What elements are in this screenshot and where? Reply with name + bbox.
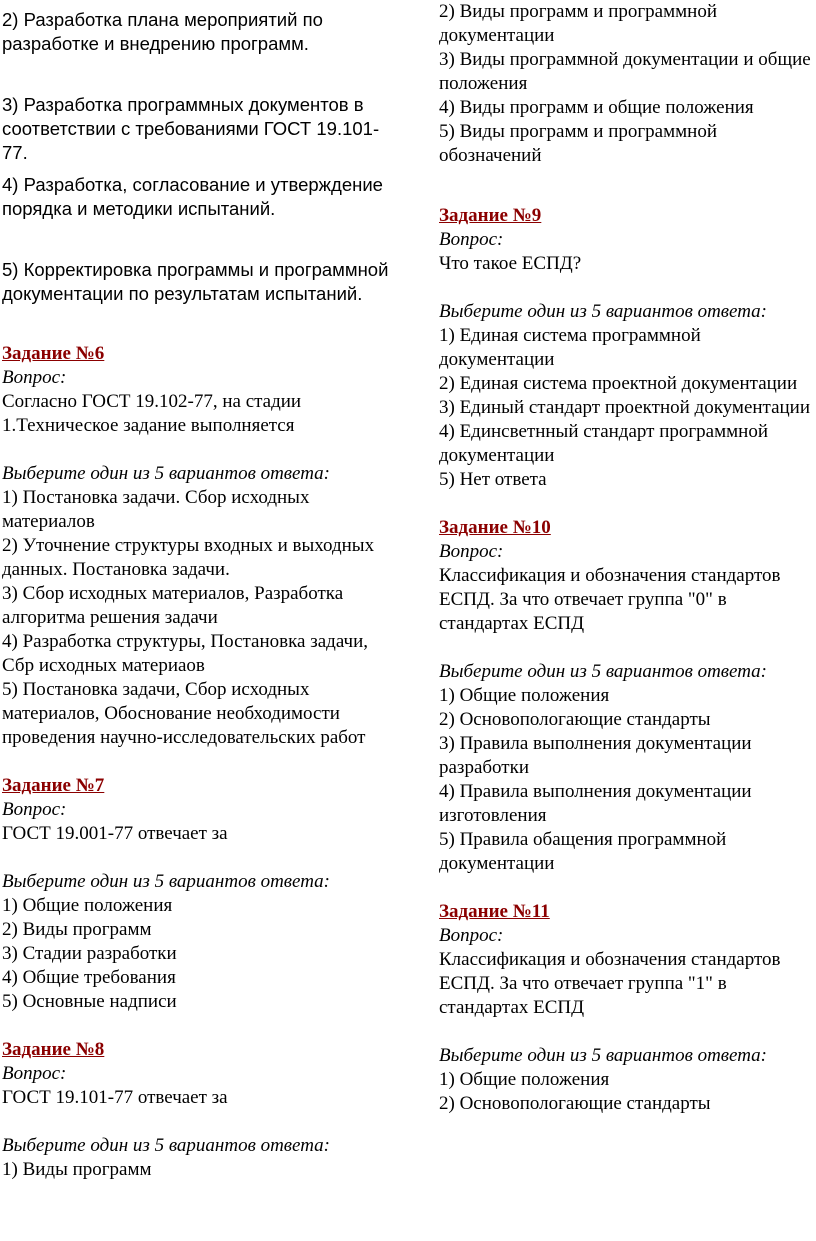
task-8-option-2: 2) Виды программ и программной документации [439,1,717,46]
task-7-option-3: 3) Стадии разработки [2,943,177,964]
task-9-option-2: 2) Единая система проектной документации [439,373,798,394]
task-9-option-5: 5) Нет ответа [439,469,547,490]
task-9-question-label: Вопрос: [439,229,504,250]
task-6-option-5: 5) Постановка задачи, Сбор исходных материалов, Обоснование необходимости проведения научно-исследовательских работ [2,679,366,748]
task-8-option-3: 3) Виды программной документации и общие положения [439,49,811,94]
task-7-option-5: 5) Основные надписи [2,991,177,1012]
task-11-question: Классификация и обозначения стандартов ЕСПД. За что отвечает группа "1" в стандартах ЕСПД [439,949,781,1018]
task-10-instruction: Выберите один из 5 вариантов ответа: [439,661,768,682]
intro-item-3: 3) Разработка программных документов в соответствии с требованиями ГОСТ 19.101-77. [2,94,380,163]
task-11-option-2: 2) Основопологающие стандарты [439,1093,711,1114]
task-6-question: Согласно ГОСТ 19.102-77, на стадии 1.Техническое задание выполняется [2,391,302,436]
task-9-option-4: 4) Единсветнный стандарт программной документации [439,421,768,466]
task-11-instruction: Выберите один из 5 вариантов ответа: [439,1045,768,1066]
task-8-option-4: 4) Виды программ и общие положения [439,97,754,118]
task-7-question-label: Вопрос: [2,799,67,820]
task-6-option-1: 1) Постановка задачи. Сбор исходных материалов [2,487,310,532]
task-6-instruction: Выберите один из 5 вариантов ответа: [2,463,331,484]
right-column [439,0,815,1116]
task-10-option-3: 3) Правила выполнения документации разработки [439,733,752,778]
task-6-option-2: 2) Уточнение структуры входных и выходных данных. Постановка задачи. [2,535,375,580]
task-8-title: Задание №8 [2,1039,105,1060]
task-10-option-4: 4) Правила выполнения документации изготовления [439,781,752,826]
task-9-instruction: Выберите один из 5 вариантов ответа: [439,301,768,322]
task-9-option-1: 1) Единая система программной документации [439,325,701,370]
intro-item-2: 2) Разработка плана мероприятий по разработке и внедрению программ. [2,9,323,54]
task-11-option-1: 1) Общие положения [439,1069,610,1090]
task-10-option-1: 1) Общие положения [439,685,610,706]
task-8-question: ГОСТ 19.101-77 отвечает за [2,1087,228,1108]
task-9-option-3: 3) Единый стандарт проектной документации [439,397,811,418]
task-6-title: Задание №6 [2,343,105,364]
task-6-option-4: 4) Разработка структуры, Постановка задачи, Сбр исходных материаов [2,631,368,676]
task-7-title: Задание №7 [2,775,105,796]
task-7-option-4: 4) Общие требования [2,967,176,988]
task-11-question-label: Вопрос: [439,925,504,946]
task-6-option-3: 3) Сбор исходных материалов, Разработка алгоритма решения задачи [2,583,344,628]
task-7-question: ГОСТ 19.001-77 отвечает за [2,823,228,844]
task-8-option-1: 1) Виды программ [2,1159,152,1180]
task-7-instruction: Выберите один из 5 вариантов ответа: [2,871,331,892]
task-9-question: Что такое ЕСПД? [439,253,582,274]
left-column [2,0,394,1182]
task-8-option-5: 5) Виды программ и программной обозначений [439,121,717,166]
task-10-option-5: 5) Правила обащения программной документации [439,829,727,874]
task-7-option-1: 1) Общие положения [2,895,173,916]
task-8-instruction: Выберите один из 5 вариантов ответа: [2,1135,331,1156]
task-10-question: Классификация и обозначения стандартов ЕСПД. За что отвечает группа "0" в стандартах ЕСПД [439,565,781,634]
task-9-title: Задание №9 [439,205,542,226]
task-10-title: Задание №10 [439,517,551,538]
task-6-question-label: Вопрос: [2,367,67,388]
task-7-option-2: 2) Виды программ [2,919,152,940]
intro-item-4: 4) Разработка, согласование и утверждение порядка и методики испытаний. [2,174,383,219]
task-11-title: Задание №11 [439,901,550,922]
task-10-option-2: 2) Основопологающие стандарты [439,709,711,730]
intro-item-5: 5) Корректировка программы и программной документации по результатам испытаний. [2,259,389,304]
task-10-question-label: Вопрос: [439,541,504,562]
task-8-question-label: Вопрос: [2,1063,67,1084]
